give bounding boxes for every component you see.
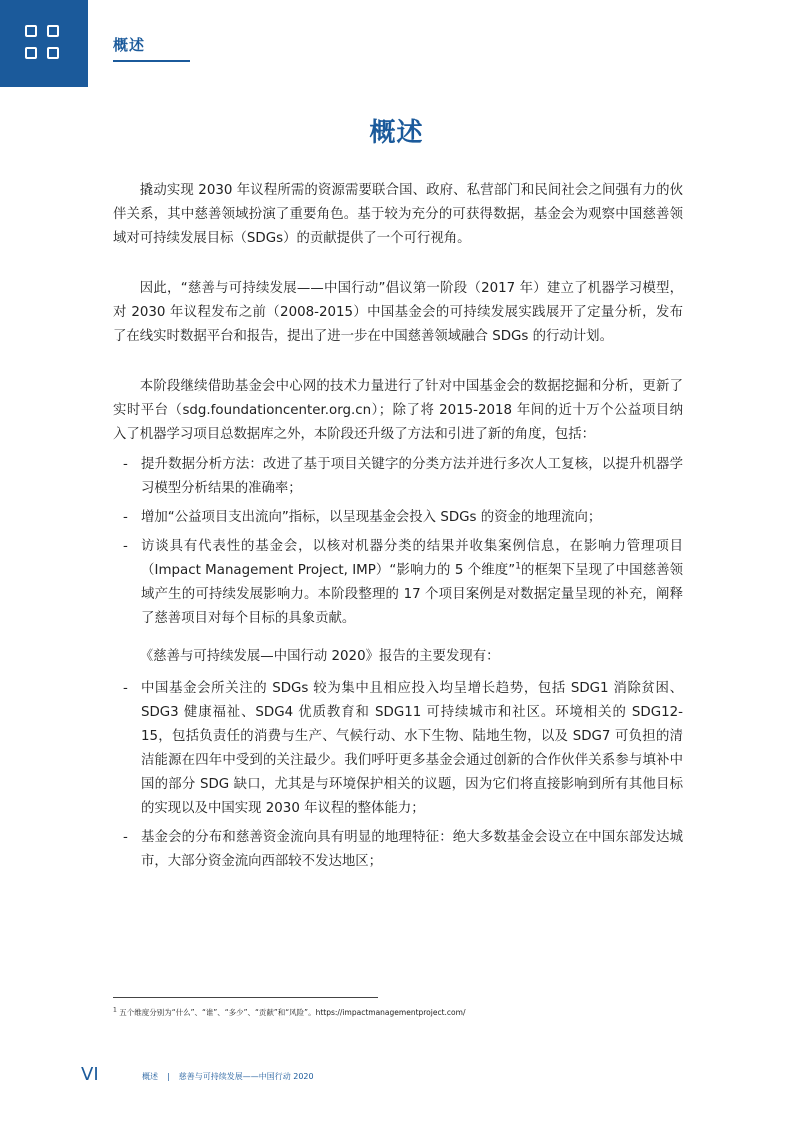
footer-section: 概述 — [142, 1072, 158, 1081]
footnote-divider — [113, 997, 378, 998]
methods-list — [113, 453, 683, 631]
paragraph: 因此，“慈善与可持续发展——中国行动”倡议第一阶段（2017 年）建立了机器学习模型，对 2030 年议程发布之前（2008-2015）中国基金会的可持续发展实践展开了定量分析，发布了在线实时数据平台和报告，提出了进一步在中国慈善领域融合 SDGs 的行动计划。 — [113, 281, 683, 344]
paragraph: 撬动实现 2030 年议程所需的资源需要联合国、政府、私营部门和民间社会之间强有力的伙伴关系，其中慈善领域扮演了重要角色。基于较为充分的可获得数据，基金会为观察中国慈善领域对可持续发展目标（SDGs）的贡献提供了一个可行视角。 — [113, 183, 683, 246]
list-item: - 增加“公益项目支出流向”指标，以呈现基金会投入 SDGs 的资金的地理流向； — [113, 506, 683, 530]
footer-report-title: 慈善与可持续发展——中国行动 2020 — [178, 1072, 314, 1081]
grid-icon — [25, 25, 61, 61]
section-corner-block — [0, 0, 88, 87]
list-item-text: 的框架下呈现了中国慈善领域产生的可持续发展影响力。本阶段整理的 17 个项目案例是对数据定量呈现的补充，阐释了慈善项目对每个目标的具象贡献。 — [141, 563, 683, 626]
footnote-number: 1 — [113, 1006, 117, 1014]
running-footer — [142, 1071, 314, 1082]
running-header-section: 概述 — [113, 36, 146, 54]
page-number: VI — [81, 1064, 99, 1085]
list-item: - 提升数据分析方法：改进了基于项目关键字的分类方法并进行多次人工复核，以提升机器学习模型分析结果的准确率； — [113, 453, 683, 501]
body-text — [113, 179, 683, 888]
findings-lead-in: 《慈善与可持续发展—中国行动 2020》报告的主要发现有： — [139, 649, 500, 664]
paragraph: 本阶段继续借助基金会中心网的技术力量进行了针对中国基金会的数据挖掘和分析，更新了实时平台（sdg.foundationcenter.org.cn）；除了将 2015-2018 年间的近十万个公益项目纳入了机器学习项目总数据库之外，本阶段还升级了方法和引进了新的角度，包括： — [113, 379, 683, 442]
footnote — [113, 1007, 465, 1018]
list-item: - 基金会的分布和慈善资金流向具有明显的地理特征：绝大多数基金会设立在中国东部发达城市，大部分资金流向西部较不发达地区； — [113, 826, 683, 874]
header-underline — [113, 60, 190, 62]
findings-list — [113, 677, 683, 874]
footer-separator: | — [167, 1072, 170, 1081]
page-title: 概述 — [369, 118, 424, 148]
footnote-marker: 1 — [515, 561, 521, 572]
footnote-text: 五个维度分别为“什么”、“谁”、“多少”、“贡献”和“风险”。https://impactmanagementproject.com/ — [119, 1008, 466, 1017]
list-item — [113, 535, 683, 631]
list-item: - 中国基金会所关注的 SDGs 较为集中且相应投入均呈增长趋势，包括 SDG1 消除贫困、SDG3 健康福祉、SDG4 优质教育和 SDG11 可持续城市和社区。环境相关的 SDG12-15，包括负责任的消费与生产、气候行动、水下生物、陆地生物，以及 SDG7 可负担的清洁能源在四年中受到的关注最少。我们呼吁更多基金会通过创新的合作伙伴关系参与填补中国的部分 SDG 缺口，尤其是与环境保护相关的议题，因为它们将直接影响到所有其他目标的实现以及中国实现 2030 年议程的整体能力； — [113, 677, 683, 821]
list-item-text: 访谈具有代表性的基金会，以核对机器分类的结果并收集案例信息，在影响力管理项目（Impact Management Project, IMP）“影响力的 5 个维度” — [141, 539, 683, 578]
